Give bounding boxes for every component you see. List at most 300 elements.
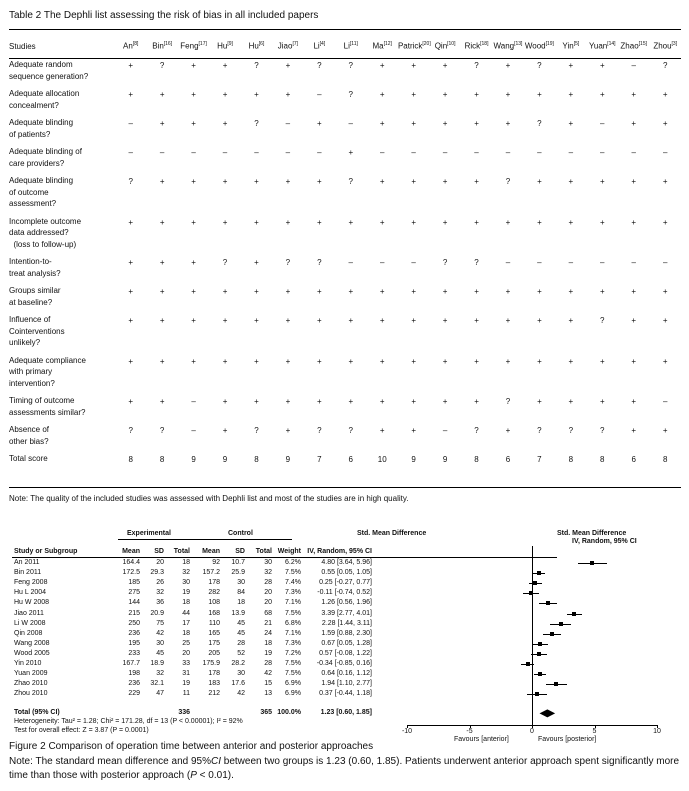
row-label: Adequate blinding of care providers? [9, 147, 82, 168]
rating-cell: + [537, 356, 542, 366]
study-value: -0.34 [-0.85, 0.16] [316, 660, 372, 667]
rating-cell: + [599, 177, 605, 186]
study-value: 17 [182, 619, 190, 627]
rating-cell: + [254, 90, 259, 99]
rating-cell: + [379, 287, 385, 296]
rating-cell: 6 [505, 455, 511, 464]
rating-cell: 7 [317, 455, 322, 464]
study-name: Jiao 2011 [14, 609, 44, 617]
rating-cell: + [317, 316, 322, 325]
rating-cell: + [568, 316, 574, 325]
rating-cell: + [222, 426, 228, 435]
study-value: 0.37 [-0.44, 1.18] [319, 690, 372, 698]
rating-cell: – [600, 148, 605, 157]
column-header: Li[4] [313, 41, 326, 51]
study-value: 19 [264, 649, 272, 657]
smd-header: Std. Mean Difference [357, 530, 427, 537]
rating-cell: + [474, 217, 479, 227]
row-label: Groups similar at baseline? [9, 286, 61, 307]
col-header: Study or Subgroup [14, 548, 78, 555]
rating-cell: + [442, 316, 448, 325]
study-value: 212 [208, 690, 220, 698]
rating-cell: ? [128, 177, 133, 186]
study-value: 0.55 [0.05, 1.05] [321, 569, 372, 577]
study-value: 32.1 [150, 680, 164, 688]
rating-cell: + [128, 356, 134, 366]
rating-cell: + [568, 119, 574, 128]
study-value: 215 [128, 609, 140, 617]
study-value: 195 [128, 639, 140, 647]
study-name: Yuan 2009 [14, 670, 48, 678]
study-value: 20.9 [150, 609, 164, 617]
study-name: Wood 2005 [14, 649, 50, 657]
rating-cell: + [631, 316, 637, 325]
row-label: Adequate blinding of patients? [9, 118, 74, 139]
rating-cell: – [348, 119, 353, 128]
rating-cell: – [505, 258, 511, 267]
rating-cell: + [348, 217, 354, 227]
study-value: 21 [264, 619, 272, 627]
table-row [9, 354, 681, 395]
table-row [9, 284, 681, 313]
rating-cell: – [191, 426, 196, 435]
study-value: 3.39 [2.77, 4.01] [321, 609, 372, 617]
rating-cell: + [159, 356, 165, 366]
rating-cell: – [662, 397, 668, 406]
rating-cell: ? [600, 426, 605, 435]
study-value: 167.7 [122, 660, 140, 667]
rating-cell: + [568, 397, 574, 406]
study-value: 7.1% [285, 599, 301, 607]
rating-cell: + [599, 356, 605, 366]
rating-cell: + [662, 316, 668, 325]
rating-cell: + [128, 258, 134, 267]
rating-cell: + [631, 119, 637, 128]
rating-cell: + [379, 356, 385, 366]
col-header: SD [154, 548, 164, 555]
study-value: 1.59 [0.88, 2.30] [321, 629, 372, 637]
study-value: 68 [264, 609, 272, 617]
study-value: 30 [156, 639, 164, 647]
col-header: Total [255, 548, 272, 555]
rating-cell: + [285, 397, 291, 406]
study-value: 17.6 [231, 680, 245, 688]
rating-cell: + [411, 397, 416, 406]
study-value: 36 [156, 599, 164, 607]
rating-cell: + [537, 316, 542, 325]
col-header: IV, Random, 95% CI [307, 548, 372, 555]
rating-cell: – [537, 148, 542, 157]
total-label: Total (95% CI) [14, 709, 60, 717]
rating-cell: + [662, 90, 668, 99]
study-value: 25.9 [231, 569, 245, 577]
rating-cell: + [599, 90, 605, 99]
rating-cell: ? [159, 426, 165, 435]
rating-cell: + [537, 217, 542, 227]
study-value: 7.3% [285, 589, 301, 597]
study-value: 42 [237, 690, 245, 698]
column-header: Bin[16] [152, 41, 173, 51]
rating-cell: + [411, 316, 416, 325]
rating-cell: – [411, 258, 416, 267]
rating-cell: + [128, 217, 134, 227]
column-header: Hu[9] [217, 41, 233, 51]
study-name: Bin 2011 [14, 569, 42, 577]
rating-cell: 9 [191, 455, 196, 464]
rating-cell: + [411, 217, 416, 227]
rating-cell: + [285, 287, 291, 296]
study-value: 168 [208, 609, 220, 617]
study-value: 33 [182, 660, 190, 667]
rating-cell: + [254, 258, 259, 267]
rating-cell: + [411, 177, 416, 186]
rating-cell: – [631, 258, 636, 267]
study-value: 144 [128, 599, 140, 607]
rating-cell: + [442, 287, 448, 296]
rating-cell: + [222, 61, 228, 70]
rating-cell: + [254, 217, 259, 227]
rating-cell: + [599, 287, 605, 296]
rating-cell: + [159, 177, 165, 186]
rating-cell: – [379, 258, 385, 267]
study-value: 52 [237, 649, 245, 657]
total-value: 100.0% [277, 709, 301, 717]
rating-cell: – [600, 258, 605, 267]
figure-note [9, 755, 681, 782]
rating-cell: + [568, 61, 574, 70]
rating-cell: ? [505, 177, 511, 186]
rating-cell: ? [222, 258, 228, 267]
rating-cell: + [411, 356, 416, 366]
table-caption: Table 2 The Dephli list assessing the risk of bias in all included papers [9, 10, 319, 21]
column-header: Qin[10] [434, 41, 456, 51]
rating-cell: + [159, 217, 165, 227]
rating-cell: + [128, 61, 134, 70]
rating-cell: + [348, 356, 354, 366]
study-value: 18 [237, 599, 245, 607]
rating-cell: + [505, 61, 511, 70]
study-value: 18 [182, 599, 190, 607]
rating-cell: ? [442, 258, 448, 267]
rating-cell: – [662, 148, 668, 157]
study-value: 75 [156, 619, 164, 627]
total-value: 336 [178, 709, 190, 717]
rating-cell: – [631, 148, 636, 157]
rating-cell: + [159, 258, 165, 267]
rating-cell: + [442, 90, 448, 99]
rating-cell: + [505, 217, 511, 227]
rating-cell: + [442, 177, 448, 186]
rating-cell: + [191, 217, 196, 227]
rating-cell: + [568, 90, 574, 99]
study-value: 25 [182, 639, 190, 647]
rating-cell: – [317, 90, 322, 99]
rating-cell: ? [159, 61, 165, 70]
study-value: 233 [128, 649, 140, 657]
row-label: Timing of outcome assessments similar? [9, 396, 86, 417]
rating-cell: – [191, 148, 196, 157]
rating-cell: – [191, 397, 196, 406]
rating-cell: – [600, 119, 605, 128]
study-value: 20 [182, 649, 190, 657]
group-experimental: Experimental [127, 530, 171, 537]
rating-cell: – [442, 148, 448, 157]
study-value: 7.5% [285, 660, 301, 667]
smd-plot-subheader: IV, Random, 95% CI [572, 538, 637, 545]
rating-cell: – [379, 148, 385, 157]
rating-cell: + [191, 258, 196, 267]
rating-cell: + [222, 316, 228, 325]
study-value: 0.57 [-0.08, 1.22] [319, 649, 372, 657]
rating-cell: + [505, 90, 511, 99]
study-value: 1.26 [0.56, 1.96] [321, 599, 372, 607]
column-header: An[8] [123, 41, 139, 51]
rating-cell: 8 [474, 455, 479, 464]
study-value: 29.3 [150, 569, 164, 577]
rating-cell: + [631, 287, 637, 296]
axis-tick-label: 0 [530, 728, 534, 736]
axis-tick-label: -5 [466, 728, 473, 736]
table-row [9, 394, 681, 423]
rating-cell: – [411, 148, 416, 157]
table-note: Note: The quality of the included studies was assessed with Dephli list and most of the studies are in high quality. [9, 494, 409, 503]
study-value: 28 [237, 639, 245, 647]
rating-cell: + [285, 426, 291, 435]
rating-cell: + [159, 90, 165, 99]
total-value: 1.23 [0.60, 1.85] [320, 709, 372, 717]
rating-cell: + [317, 217, 322, 227]
rating-cell: ? [662, 61, 668, 70]
rating-cell: + [317, 397, 322, 406]
dephli-table [9, 34, 681, 476]
rating-cell: + [662, 119, 668, 128]
study-value: 0.67 [0.05, 1.28] [321, 639, 372, 647]
rating-cell: – [662, 258, 668, 267]
rating-cell: ? [537, 119, 542, 128]
study-value: 7.3% [285, 639, 301, 647]
axis-tick-label: 10 [653, 728, 661, 736]
pooled-diamond [540, 709, 556, 717]
rating-cell: + [128, 316, 134, 325]
rating-cell: – [631, 61, 636, 70]
rating-cell: + [222, 90, 228, 99]
rating-cell: ? [474, 61, 479, 70]
rating-cell: + [379, 61, 385, 70]
table-row [9, 215, 681, 256]
rating-cell: + [662, 287, 668, 296]
study-value: 2.28 [1.44, 3.11] [321, 619, 372, 627]
study-value: 157.2 [202, 569, 220, 577]
rating-cell: + [285, 356, 291, 366]
study-value: 42 [156, 629, 164, 637]
study-value: 28 [264, 660, 272, 667]
row-label: Absence of other bias? [9, 425, 50, 446]
rating-cell: 7 [537, 455, 542, 464]
study-value: 45 [156, 649, 164, 657]
rating-cell: 8 [254, 455, 259, 464]
study-value: 236 [128, 680, 140, 688]
col-header: Mean [202, 548, 220, 555]
rating-cell: ? [474, 426, 479, 435]
rating-cell: ? [317, 61, 322, 70]
rating-cell: + [662, 426, 668, 435]
header-studies: Studies [9, 41, 36, 51]
study-value: 7.5% [285, 609, 301, 617]
rating-cell: + [631, 90, 637, 99]
row-label: Adequate allocation concealment? [9, 89, 80, 110]
axis-tick-label: 5 [592, 728, 597, 736]
rating-cell: 10 [377, 455, 387, 464]
column-header: Feng[17] [180, 41, 207, 51]
forest-plot [12, 530, 680, 744]
study-value: 20 [264, 599, 272, 607]
study-value: 0.64 [0.16, 1.12] [321, 670, 372, 678]
study-value: 165 [208, 629, 220, 637]
rating-cell: ? [568, 426, 574, 435]
rating-cell: 9 [411, 455, 416, 464]
rating-cell: + [631, 356, 637, 366]
rating-cell: + [474, 119, 479, 128]
rating-cell: ? [317, 426, 322, 435]
column-header: Li[11] [343, 41, 358, 51]
column-header: Patrick[20] [397, 41, 431, 51]
row-label: Incomplete outcome data addressed? (loss to follow-up) [9, 216, 82, 249]
rating-cell: 8 [128, 455, 133, 464]
study-value: 45 [237, 629, 245, 637]
pooled-diamond-layer [12, 530, 680, 735]
col-header: Total [173, 548, 190, 555]
rating-cell: + [662, 177, 668, 186]
rating-cell: + [442, 119, 448, 128]
study-value: 32 [156, 589, 164, 597]
study-value: 44 [182, 609, 190, 617]
study-value: 7.1% [285, 629, 301, 637]
study-value: 18 [182, 629, 190, 637]
column-header: Yin[5] [562, 41, 580, 51]
study-name: Hu W 2008 [14, 599, 50, 607]
study-name: Qin 2008 [14, 629, 43, 637]
rating-cell: – [474, 148, 479, 157]
rating-cell: + [474, 316, 479, 325]
rating-cell: + [599, 61, 605, 70]
rating-cell: + [254, 397, 259, 406]
study-value: 15 [264, 680, 272, 688]
rating-cell: + [128, 287, 134, 296]
rating-cell: + [537, 287, 542, 296]
study-value: 45 [237, 619, 245, 627]
rating-cell: ? [537, 426, 542, 435]
rating-cell: + [411, 119, 416, 128]
study-value: 11 [182, 690, 190, 698]
rating-cell: + [285, 61, 291, 70]
study-value: 175 [208, 639, 220, 647]
rating-cell: + [159, 397, 165, 406]
study-value: 32 [182, 569, 190, 577]
figure-note-ci: CI [211, 756, 221, 767]
column-header: Wood[19] [524, 41, 554, 51]
rating-cell: ? [254, 119, 259, 128]
rating-cell: + [191, 61, 196, 70]
col-header: SD [235, 548, 245, 555]
table-row [9, 423, 681, 452]
col-header: Mean [122, 548, 140, 555]
rating-cell: + [254, 316, 259, 325]
rating-cell: + [379, 217, 385, 227]
col-header: Weight [277, 548, 301, 555]
rating-cell: + [379, 90, 385, 99]
study-value: 172.5 [122, 569, 140, 577]
rating-cell: ? [348, 90, 353, 99]
rating-cell: – [128, 119, 133, 128]
rating-cell: + [285, 316, 291, 325]
rating-cell: ? [600, 316, 605, 325]
study-value: 20 [156, 559, 164, 566]
study-value: 28.2 [231, 660, 245, 667]
study-name: Zhao 2010 [14, 680, 48, 688]
study-value: 19 [182, 680, 190, 688]
rating-cell: + [379, 119, 385, 128]
rating-cell: + [191, 90, 196, 99]
rating-cell: + [348, 287, 354, 296]
overall-effect-text: Test for overall effect: Z = 3.87 (P = 0.0001) [14, 727, 149, 735]
study-value: 18.9 [150, 660, 164, 667]
rating-cell: + [631, 217, 637, 227]
rating-cell: + [159, 316, 165, 325]
row-label: Adequate compliance with primary intervention? [9, 355, 86, 388]
rating-cell: + [474, 177, 479, 186]
study-value: 164.4 [122, 559, 140, 566]
study-value: 282 [208, 589, 220, 597]
column-header: Wang[13] [493, 41, 523, 51]
study-name: An 2011 [14, 559, 40, 566]
table-bottom-rule [9, 487, 681, 488]
row-label: Intention-to- treat analysis? [9, 257, 61, 278]
study-value: 6.9% [285, 680, 301, 688]
study-value: 30 [237, 670, 245, 678]
rating-cell: + [317, 287, 322, 296]
rating-cell: 9 [285, 455, 291, 464]
favours-right: Favours [posterior] [538, 736, 597, 744]
table-row [9, 174, 681, 215]
rating-cell: + [505, 356, 511, 366]
study-value: 205 [208, 649, 220, 657]
rating-cell: ? [128, 426, 133, 435]
rating-cell: + [631, 426, 637, 435]
rating-cell: – [285, 148, 291, 157]
study-value: 13 [264, 690, 272, 698]
rating-cell: + [411, 90, 416, 99]
rating-cell: + [317, 177, 322, 186]
study-value: 7.4% [285, 579, 301, 587]
rating-cell: – [128, 148, 133, 157]
rating-cell: + [474, 356, 479, 366]
rating-cell: + [285, 177, 291, 186]
rating-cell: + [191, 119, 196, 128]
rating-cell: ? [505, 397, 511, 406]
study-value: 13.9 [231, 609, 245, 617]
rating-cell: + [537, 177, 542, 186]
rating-cell: + [254, 177, 259, 186]
rating-cell: + [662, 356, 668, 366]
rating-cell: ? [537, 61, 542, 70]
row-label: Adequate random sequence generation? [9, 60, 89, 81]
rating-cell: + [505, 287, 511, 296]
study-value: 92 [212, 559, 220, 566]
figure-caption: Figure 2 Comparison of operation time between anterior and posterior approaches [9, 741, 374, 752]
figure-note-p: P [190, 769, 197, 781]
column-header: Zhou[3] [653, 41, 678, 51]
rating-cell: + [348, 316, 354, 325]
